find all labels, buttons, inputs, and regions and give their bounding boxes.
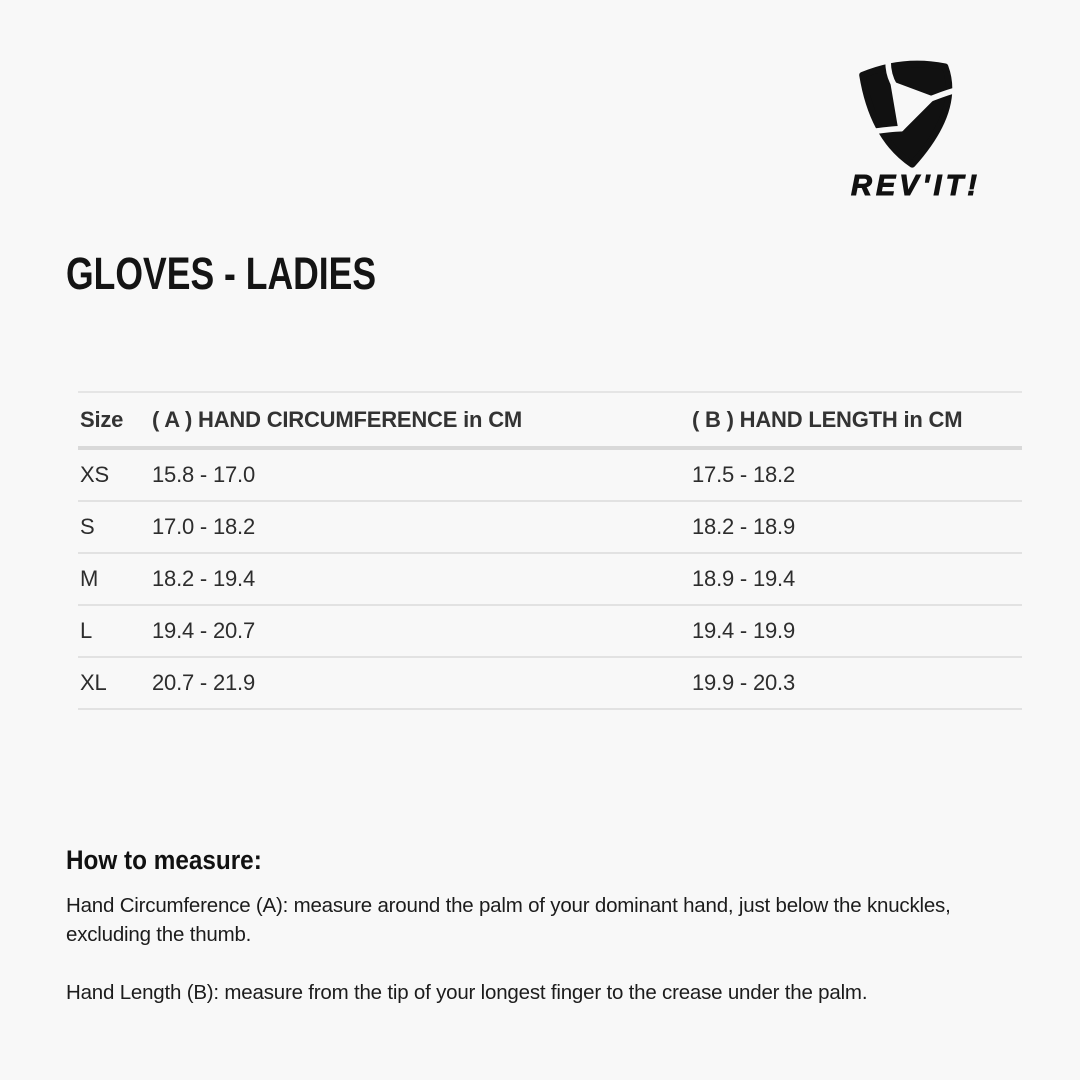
- measure-paragraph-length: [66, 978, 926, 1007]
- table-row: [78, 554, 1022, 606]
- column-header-hand-circumference: ( A ) HAND CIRCUMFERENCE in CM: [152, 406, 523, 432]
- circumference-cell: 17.0 - 18.2: [152, 514, 255, 539]
- length-cell: 17.5 - 18.2: [692, 462, 795, 487]
- how-to-measure-heading: How to measure:: [66, 845, 262, 875]
- paragraph-line: Hand Circumference (A): measure around the palm of your dominant hand, just below the knuckles,: [66, 894, 951, 917]
- brand-wordmark: REV'IT!: [851, 170, 981, 202]
- table-row: [78, 606, 1022, 658]
- column-header-size: Size: [80, 406, 124, 432]
- table-row: [78, 502, 1022, 554]
- table-body: [78, 450, 1022, 710]
- size-cell: M: [80, 566, 99, 591]
- column-header-hand-length: ( B ) HAND LENGTH in CM: [692, 406, 963, 432]
- circumference-cell: 20.7 - 21.9: [152, 670, 255, 695]
- circumference-cell: 18.2 - 19.4: [152, 566, 255, 591]
- size-cell: XS: [80, 462, 109, 487]
- length-cell: 18.9 - 19.4: [692, 566, 795, 591]
- size-cell: XL: [80, 670, 107, 695]
- paragraph-line: excluding the thumb.: [66, 923, 252, 946]
- size-cell: L: [80, 618, 93, 643]
- size-table: [78, 391, 1022, 710]
- page-title: GLOVES - LADIES: [66, 248, 377, 299]
- paragraph-line: Hand Length (B): measure from the tip of your longest finger to the crease under the palm.: [66, 981, 868, 1004]
- revit-logo: [842, 48, 990, 203]
- measure-paragraph-circumference: [66, 891, 951, 949]
- revit-shield-icon: [848, 48, 984, 170]
- table-row: [78, 450, 1022, 502]
- length-cell: 19.9 - 20.3: [692, 670, 795, 695]
- length-cell: 18.2 - 18.9: [692, 514, 795, 539]
- length-cell: 19.4 - 19.9: [692, 618, 795, 643]
- size-cell: S: [80, 514, 95, 539]
- table-row: [78, 658, 1022, 710]
- how-to-measure-section: [66, 845, 951, 1021]
- circumference-cell: 19.4 - 20.7: [152, 618, 255, 643]
- circumference-cell: 15.8 - 17.0: [152, 462, 255, 487]
- table-header-row: [78, 393, 1022, 450]
